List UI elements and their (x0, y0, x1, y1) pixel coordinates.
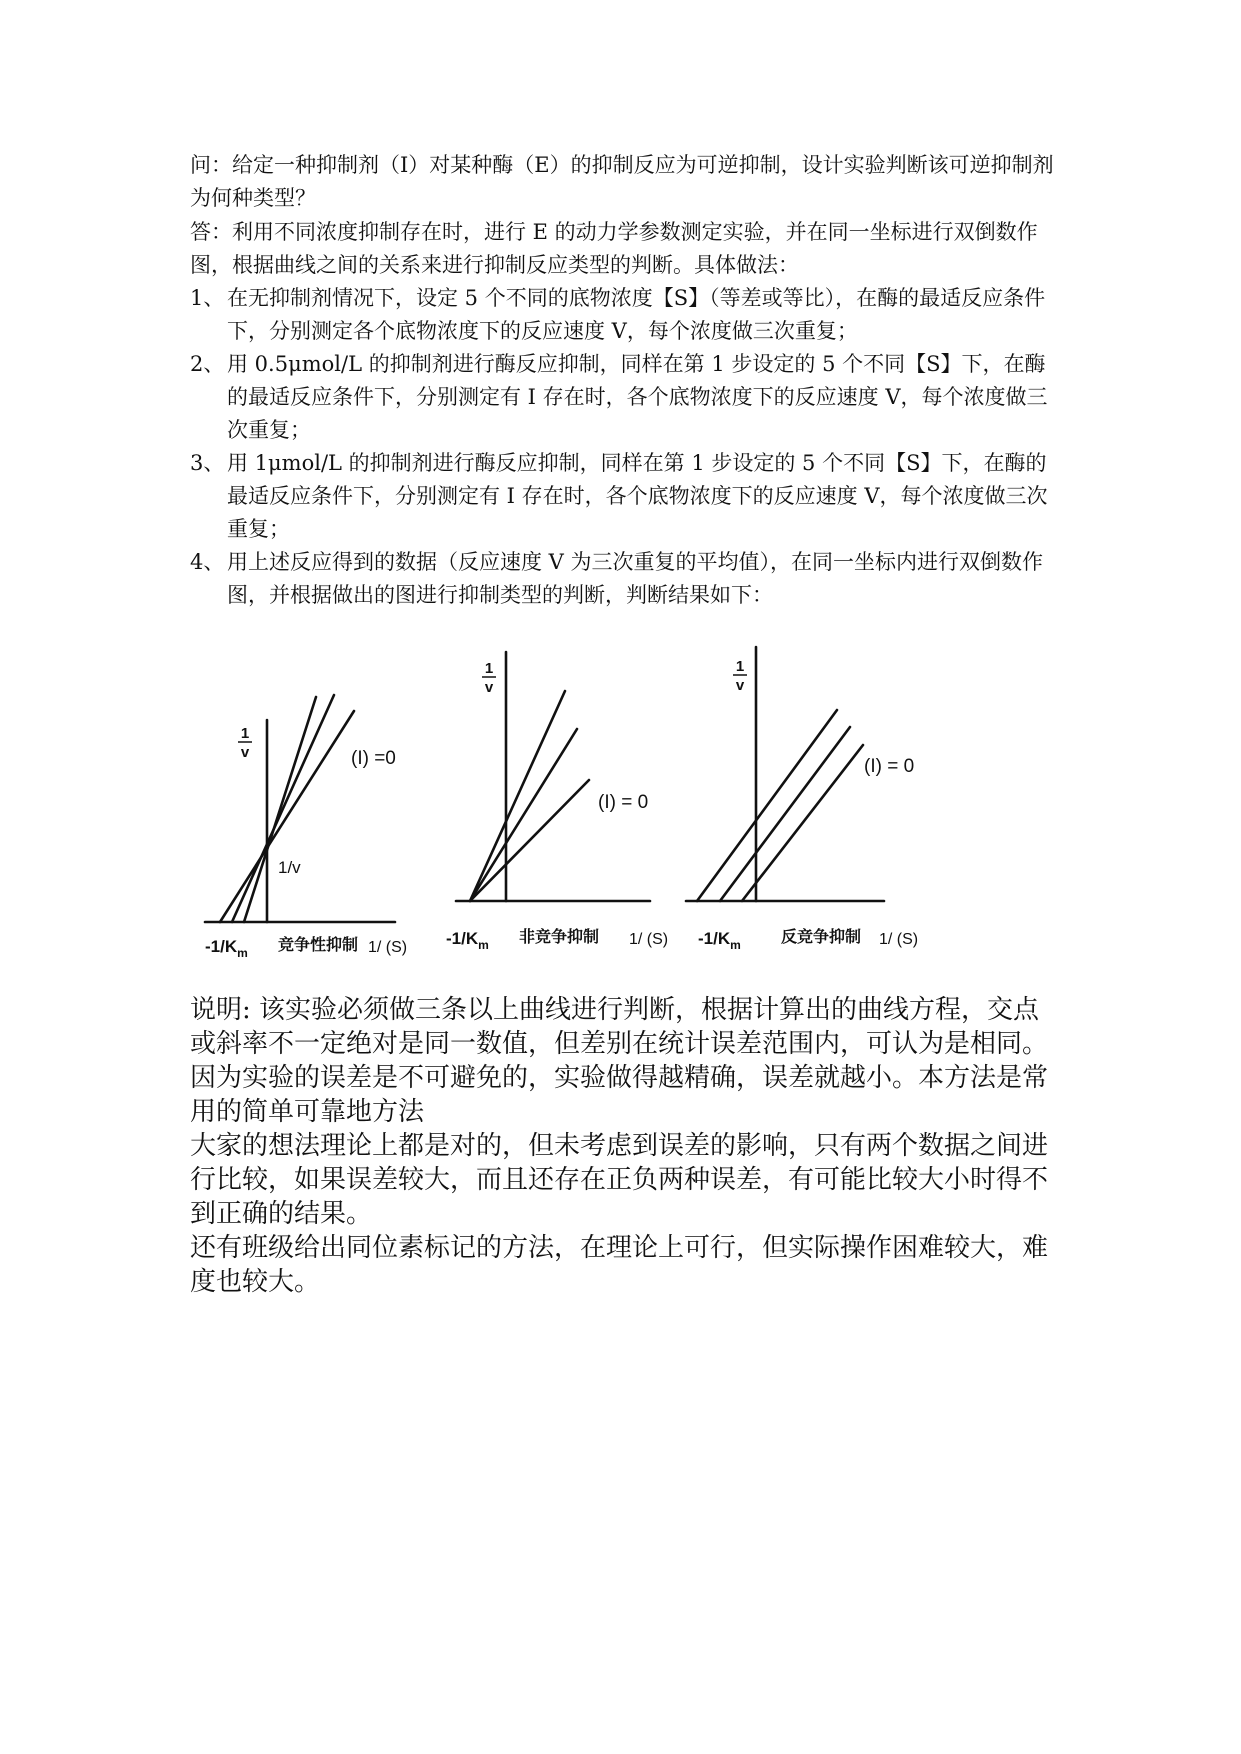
step-number: 2、 (190, 352, 225, 376)
step-text: 在无抑制剂情况下，设定 5 个不同的底物浓度【S】（等差或等比），在酶的最适反应条件下，分别测定各个底物浓度下的反应速度 V，每个浓度做三次重复； (227, 286, 1046, 343)
step-text: 用上述反应得到的数据（反应速度 V 为三次重复的平均值），在同一坐标内进行双倒数作图，并根据做出的图进行抑制类型的判断，判断结果如下： (227, 550, 1044, 607)
step-number: 4、 (190, 550, 225, 574)
competitive-y-label-num: 1 (240, 725, 250, 742)
note-paragraph: 还有班级给出同位素标记的方法，在理论上可行，但实际操作困难较大，难度也较大。 (190, 1233, 1049, 1297)
competitive-x-label: 1/ (S) (368, 939, 408, 956)
uncompetitive-line-label: (I) = 0 (864, 756, 915, 777)
uncompetitive-y-label-num: 1 (735, 658, 745, 675)
competitive-km-label: $-1/K_m$ (205, 937, 248, 960)
competitive-intersect-label: 1/v (278, 858, 301, 877)
uncompetitive-y-label-den: v (735, 677, 745, 694)
step-text: 用 1μmol/L 的抑制剂进行酶反应抑制，同样在第 1 步设定的 5 个不同【S】下，在酶的最适反应条件下，分别测定有 I 存在时，各个底物浓度下的反应速度 V，每个浓度做三次重复； (227, 451, 1048, 541)
answer-intro-paragraph: 答：利用不同浓度抑制存在时，进行 E 的动力学参数测定实验，并在同一坐标进行双倒数作图，根据曲线之间的关系来进行抑制反应类型的判断。具体做法： (190, 220, 1038, 277)
competitive-plot-lines (205, 695, 395, 922)
noncompetitive-line-i0 (470, 780, 589, 901)
noncompetitive-x-label: 1/ (S) (629, 931, 669, 948)
question-paragraph: 问：给定一种抑制剂（I）对某种酶（E）的抑制反应为可逆抑制，设计实验判断该可逆抑制剂为何种类型？ (190, 153, 1054, 210)
uncompetitive-plot-lines (686, 647, 884, 901)
notes-section (190, 993, 1060, 1299)
noncompetitive-y-label-num: 1 (484, 660, 494, 677)
competitive-y-label-den: v (240, 744, 250, 761)
competitive-line-label: (I) =0 (351, 748, 396, 769)
step-number: 1、 (190, 286, 225, 310)
step-text: 用 0.5μmol/L 的抑制剂进行酶反应抑制，同样在第 1 步设定的 5 个不同【S】下，在酶的最适反应条件下，分别测定有 I 存在时，各个底物浓度下的反应速度 V，每个浓度做三次重复； (227, 352, 1048, 442)
noncompetitive-y-label-den: v (484, 679, 494, 696)
step-number: 3、 (190, 451, 225, 475)
uncompetitive-line-i1 (720, 727, 850, 901)
note-paragraph: 大家的想法理论上都是对的，但未考虑到误差的影响，只有两个数据之间进行比较，如果误差较大，而且还存在正负两种误差，有可能比较大小时得不到正确的结果。 (190, 1131, 1049, 1229)
noncompetitive-line-i1 (470, 729, 577, 901)
uncompetitive-title: 反竞争抑制 (781, 929, 862, 946)
competitive-title: 竞争性抑制 (278, 937, 359, 954)
uncompetitive-km-label: $-1/K_m$ (698, 929, 741, 952)
noncompetitive-line-i2 (470, 691, 565, 901)
noncompetitive-line-label: (I) = 0 (598, 792, 649, 813)
uncompetitive-line-i0 (742, 745, 863, 901)
note-paragraph: 说明: 该实验必须做三条以上曲线进行判断，根据计算出的曲线方程，交点或斜率不一定绝对是同一数值，但差别在统计误差范围内，可认为是相同。因为实验的误差是不可避免的，实验做得越精确，误差就越小。本方法是常用的简单可靠地方法 (190, 995, 1049, 1127)
uncompetitive-x-label: 1/ (S) (879, 931, 919, 948)
noncompetitive-km-label: $-1/K_m$ (446, 929, 489, 952)
noncompetitive-title: 非竞争抑制 (519, 929, 600, 946)
competitive-line-i2 (244, 697, 316, 922)
